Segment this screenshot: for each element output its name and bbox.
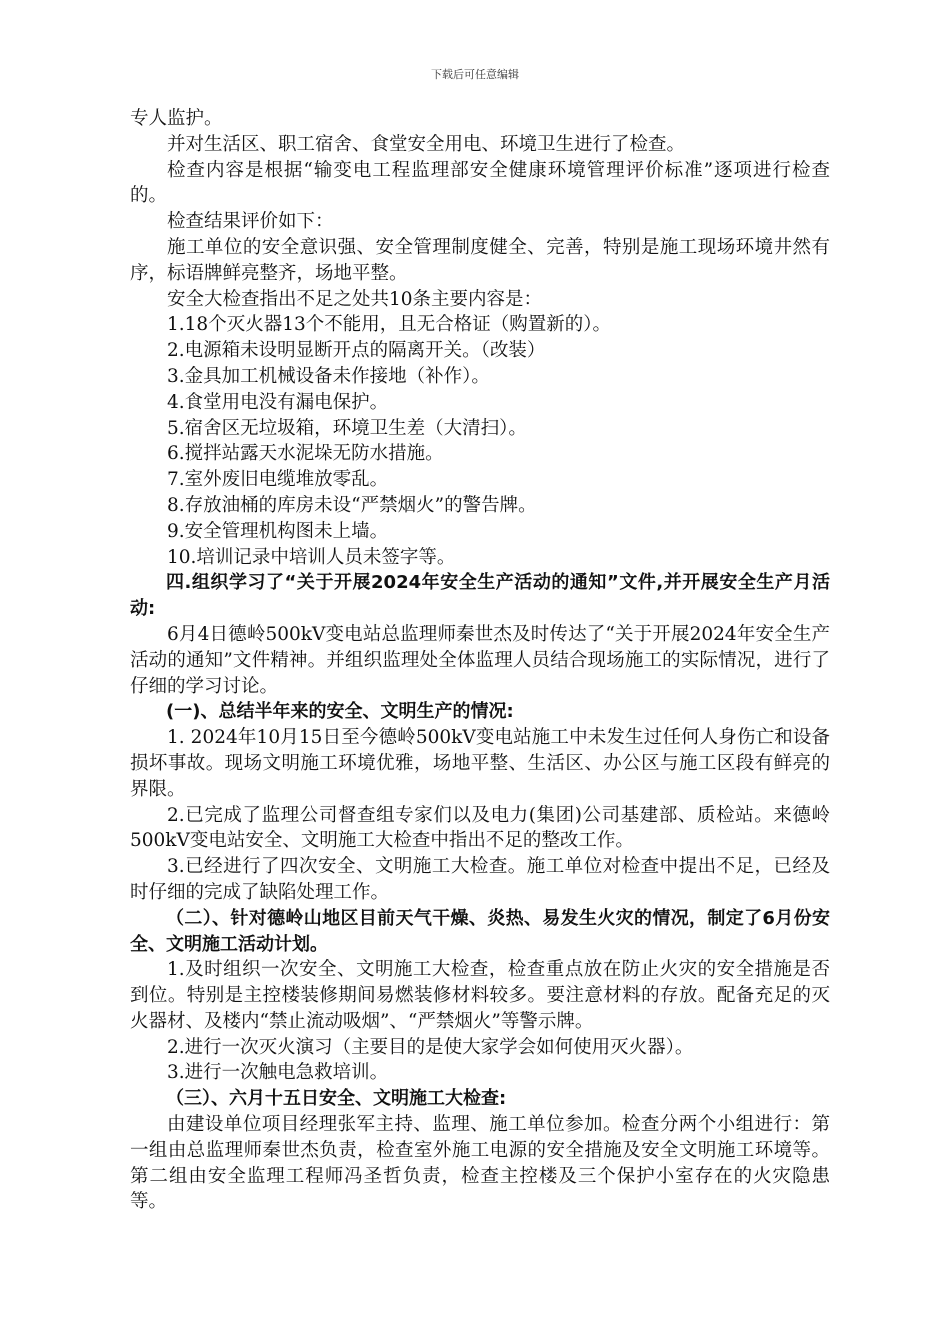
section-heading: 四.组织学习了“关于开展2024年安全生产活动的通知”文件,并开展安全生产月活动: [130, 572, 830, 620]
list-item: 3.金具加工机械设备未作接地（补作）。 [167, 365, 490, 387]
page-header: 下载后可任意编辑 [431, 68, 519, 81]
paragraph: 3.已经进行了四次安全、文明施工大检查。施工单位对检查中提出不足，已经及时仔细的完成了缺陷处理工作。 [130, 856, 830, 903]
list-item: 9.安全管理机构图未上墙。 [167, 520, 389, 542]
paragraph: 6月4日德岭500kV变电站总监理师秦世杰及时传达了“关于开展2024年安全生产活动的通知”文件精神。并组织监理处全体监理人员结合现场施工的实际情况，进行了仔细的学习讨论。 [130, 623, 830, 697]
list-item: 1.18个灭火器13个不能用，且无合格证（购置新的）。 [167, 314, 611, 336]
paragraph: 2.进行一次灭火演习（主要目的是使大家学会如何使用灭火器）。 [167, 1036, 694, 1058]
paragraph: 检查结果评价如下： [167, 211, 334, 233]
document-body [130, 106, 830, 1215]
paragraph: 检查内容是根据“输变电工程监理部安全健康环境管理评价标准”逐项进行检查的。 [130, 159, 830, 207]
paragraph: 3.进行一次触电急救培训。 [167, 1062, 389, 1084]
list-item: 5.宿舍区无垃圾箱，环境卫生差（大清扫）。 [167, 417, 527, 439]
paragraph: 1.及时组织一次安全、文明施工大检查，检查重点放在防止火灾的安全措施是否到位。特别是主控楼装修期间易燃装修材料较多。要注意材料的存放。配备充足的灭火器材、及楼内“禁止流动吸烟”、“严禁烟火”等警示牌。 [130, 959, 830, 1032]
list-item: 6.搅拌站露天水泥垛无防水措施。 [167, 443, 444, 465]
list-item: 4.食堂用电没有漏电保护。 [167, 391, 389, 413]
paragraph: 2.已完成了监理公司督查组专家们以及电力(集团)公司基建部、质检站。来德岭500kV变电站安全、文明施工大检查中指出不足的整改工作。 [130, 804, 830, 852]
paragraph: 专人监护。 [130, 108, 223, 129]
list-item: 7.室外废旧电缆堆放零乱。 [167, 469, 389, 491]
paragraph: 1. 2024年10月15日至今德岭500kV变电站施工中未发生过任何人身伤亡和设备损坏事故。现场文明施工环境优雅，场地平整、生活区、办公区与施工区段有鲜亮的界限。 [130, 727, 830, 800]
list-item: 8.存放油桶的库房未设“严禁烟火”的警告牌。 [167, 494, 537, 516]
list-item: 2.电源箱未设明显断开点的隔离开关。（改装） [167, 340, 546, 362]
paragraph: 安全大检查指出不足之处共10条主要内容是： [167, 288, 543, 310]
subsection-heading: （二）、针对德岭山地区目前天气干燥、炎热、易发生火灾的情况，制定了6月份安全、文明施工活动计划。 [130, 907, 830, 955]
list-item: 10.培训记录中培训人员未签字等。 [167, 546, 456, 568]
paragraph: 施工单位的安全意识强、安全管理制度健全、完善，特别是施工现场环境井然有序，标语牌鲜亮整齐，场地平整。 [130, 236, 830, 284]
subsection-heading: (一)、总结半年来的安全、文明生产的情况: [166, 701, 514, 723]
paragraph: 由建设单位项目经理张军主持、监理、施工单位参加。检查分两个小组进行：第一组由总监理师秦世杰负责，检查室外施工电源的安全措施及安全文明施工环境等。第二组由安全监理工程师冯圣哲负责，检查主控楼及三个保护小室存在的火灾隐患等。 [130, 1114, 830, 1213]
subsection-heading: （三）、六月十五日安全、文明施工大检查: [166, 1088, 507, 1110]
paragraph: 并对生活区、职工宿舍、食堂安全用电、环境卫生进行了检查。 [167, 133, 686, 155]
